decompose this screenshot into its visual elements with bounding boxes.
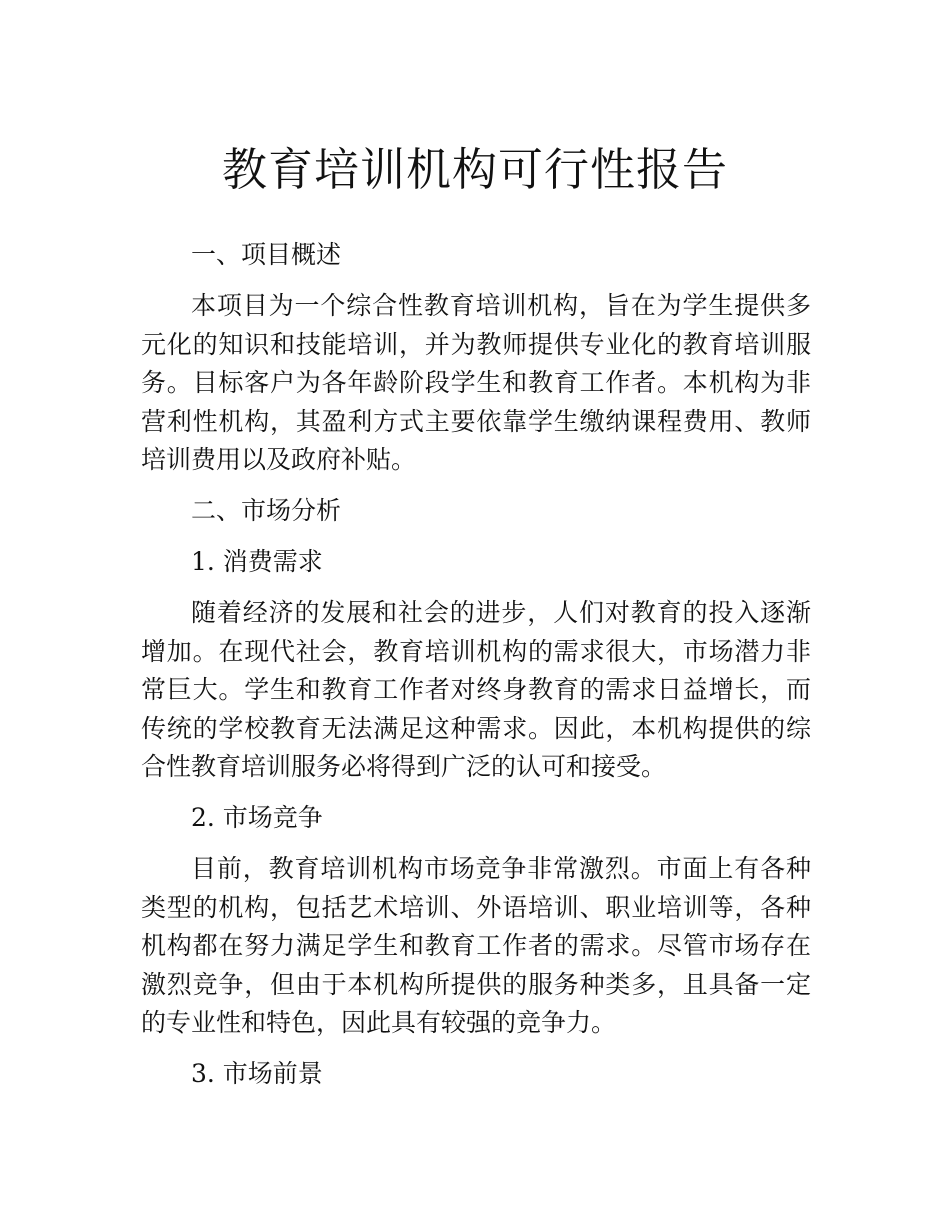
section-heading-overview: 一、项目概述 [191,240,342,269]
subheading-market-competition: 2. 市场竞争 [191,803,323,832]
paragraph-consumer-demand: 随着经济的发展和社会的进步，人们对教育的投入逐渐增加。在现代社会，教育培训机构的需求很大，市场潜力非常巨大。学生和教育工作者对终身教育的需求日益增长，而传统的学校教育无法满足这种需求。因此，本机构提供的综合性教育培训服务必将得到广泛的认可和接受。 [141,598,811,781]
subheading-market-outlook: 3. 市场前景 [191,1059,323,1088]
paragraph-overview: 本项目为一个综合性教育培训机构，旨在为学生提供多元化的知识和技能培训，并为教师提供专业化的教育培训服务。目标客户为各年龄阶段学生和教育工作者。本机构为非营利性机构，其盈利方式主要依靠学生缴纳课程费用、教师培训费用以及政府补贴。 [141,291,811,474]
document-title: 教育培训机构可行性报告 [221,143,728,196]
paragraph-market-competition: 目前，教育培训机构市场竞争非常激烈。市面上有各种类型的机构，包括艺术培训、外语培训、职业培训等，各种机构都在努力满足学生和教育工作者的需求。尽管市场存在激烈竞争，但由于本机构所提供的服务种类多，且具备一定的专业性和特色，因此具有较强的竞争力。 [141,854,811,1037]
subheading-consumer-demand: 1. 消费需求 [191,547,323,576]
document-body [141,236,811,1106]
section-heading-market-analysis: 二、市场分析 [191,496,342,525]
